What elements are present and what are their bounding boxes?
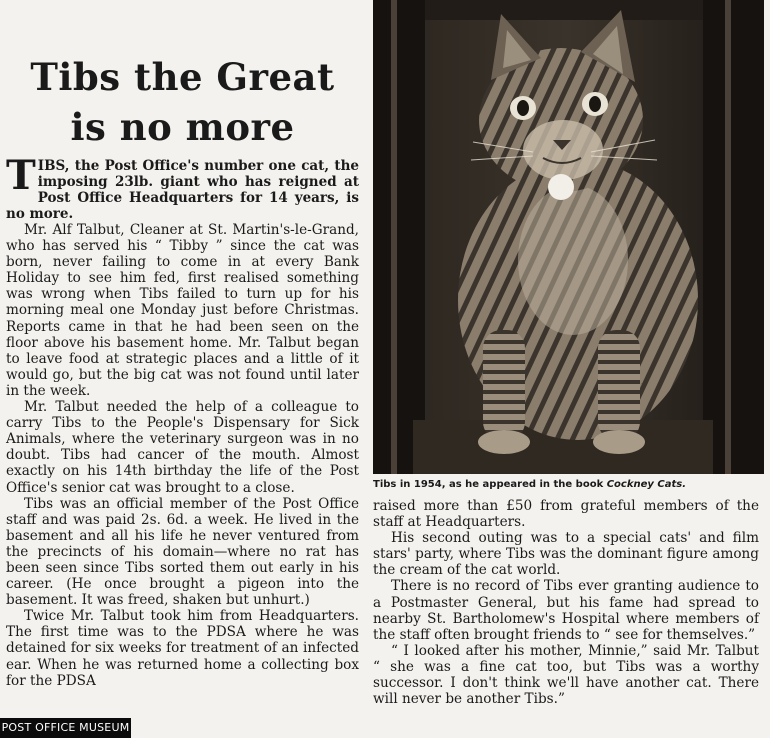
headline-line-2: is no more xyxy=(70,105,295,149)
body-paragraph-7: There is no record of Tibs ever granting audience to a Postmaster General, but his fame had spread to nearby St. Bartholomew's Hospital where members of the staff often brought friends to “ see for themselves.” xyxy=(373,578,759,643)
body-paragraph-3: Tibs was an official member of the Post Office staff and was paid 2s. 6d. a week. He lived in the basement and all his life he never ventured from the precincts of his domain—where no rat has been seen since Tibs sorted them out early in his career. (He once brought a pigeon into the basement. It was freed, shaken but unhurt.) xyxy=(6,495,359,609)
caption-text: Tibs in 1954, as he appeared in the book xyxy=(373,479,604,490)
drop-cap: T xyxy=(6,152,36,199)
body-paragraph-1: Mr. Alf Talbut, Cleaner at St. Martin's-le-Grand, who has served his “ Tibby ” since the cat was born, never failing to come in at every Bank Holiday to see him fed, first realised something was wrong when Tibs failed to turn up for his morning meal one Monday just before Christmas. Reports came in that he had been seen on the floor above his basement home. Mr. Talbut began to leave food at strategic places and a little of it would go, but the big cat was not found until later in the week. xyxy=(6,222,359,399)
body-paragraph-2: Mr. Talbut needed the help of a colleague to carry Tibs to the People's Dispensary for Sick Animals, where the veterinary surgeon was in no doubt. Tibs had cancer of the mouth. Almost exactly on his 14th birthday the life of the Post Office's senior cat was brought to a close. xyxy=(6,399,359,496)
museum-watermark-badge: POST OFFICE MUSEUM xyxy=(0,718,131,738)
body-paragraph-8: “ I looked after his mother, Minnie,” said Mr. Talbut “ she was a fine cat too, but Tibs was a worthy successor. I don't think we'll have another cat. There will never be another Tibs.” xyxy=(373,642,759,708)
right-column xyxy=(373,498,759,707)
body-paragraph-6: His second outing was to a special cats' and film stars' party, where Tibs was the dominant figure among the cream of the cat world. xyxy=(373,530,759,579)
headline xyxy=(6,52,359,152)
caption-book-title: Cockney Cats. xyxy=(606,479,687,490)
lead-text: IBS, the Post Office's number one cat, the imposing 23lb. giant who has reigned at Post Office Headquarters for 14 years, is no more. xyxy=(6,158,359,222)
headline-line-1: Tibs the Great xyxy=(30,55,335,99)
photo-caption xyxy=(373,478,764,491)
body-paragraph-4: Twice Mr. Talbut took him from Headquarters. The first time was to the PDSA where he was detained for six weeks for treatment of an infected ear. When he was returned home a collecting box for the PDSA xyxy=(6,608,359,689)
lead-paragraph xyxy=(6,152,359,222)
left-column xyxy=(6,52,359,689)
cat-photo xyxy=(373,0,764,474)
tabby-cat-illustration xyxy=(373,0,764,474)
body-paragraph-5: raised more than £50 from grateful members of the staff at Headquarters. xyxy=(373,498,759,531)
